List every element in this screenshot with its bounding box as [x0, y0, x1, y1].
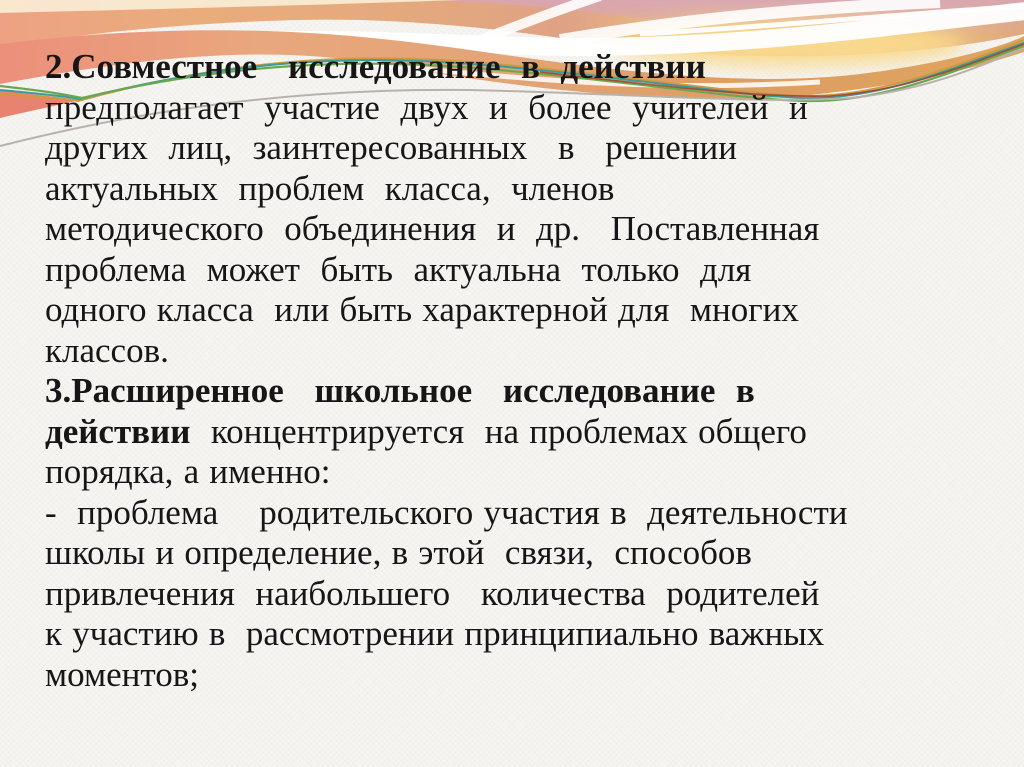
text-segment: классов. — [45, 330, 169, 370]
text-segment: моментов; — [45, 654, 199, 694]
text-segment: привлечения наибольшего количества родителей — [45, 573, 820, 613]
text-line — [45, 88, 865, 129]
text-segment: актуальных проблем класса, членов — [45, 168, 615, 208]
text-line — [45, 290, 865, 331]
text-line — [45, 533, 865, 574]
text-line — [45, 412, 865, 453]
text-line — [45, 169, 865, 210]
text-line — [45, 574, 865, 615]
text-segment: 3.Расширенное школьное исследование в — [45, 371, 755, 410]
text-segment: школы и определение, в этой связи, способов — [45, 533, 752, 572]
text-line — [45, 493, 865, 534]
text-line — [45, 47, 865, 88]
text-segment: - проблема родительского участия в деятельности — [45, 492, 848, 532]
text-segment: концентрируется на проблемах общего — [190, 411, 807, 451]
text-segment: проблема может быть актуальна только для — [45, 249, 752, 289]
text-line — [45, 614, 865, 655]
text-segment: одного класса или быть характерной для многих — [45, 290, 799, 329]
text-segment: 2.Совместное исследование в действии — [45, 47, 706, 86]
text-line — [45, 209, 865, 250]
text-segment: порядка, а именно: — [45, 452, 331, 491]
text-segment: методического объединения и др. Поставленная — [45, 209, 820, 248]
text-segment: других лиц, заинтересованных в решении — [45, 128, 738, 167]
text-line — [45, 371, 865, 412]
text-line — [45, 128, 865, 169]
text-line — [45, 331, 865, 372]
text-line — [45, 452, 865, 493]
slide-body-text — [45, 47, 865, 695]
text-segment: действии — [45, 411, 191, 451]
text-segment: предполагает участие двух и более учителей и — [45, 87, 808, 127]
text-segment: к участию в рассмотрении принципиально важных — [45, 614, 825, 653]
text-line — [45, 250, 865, 291]
text-line — [45, 655, 865, 696]
